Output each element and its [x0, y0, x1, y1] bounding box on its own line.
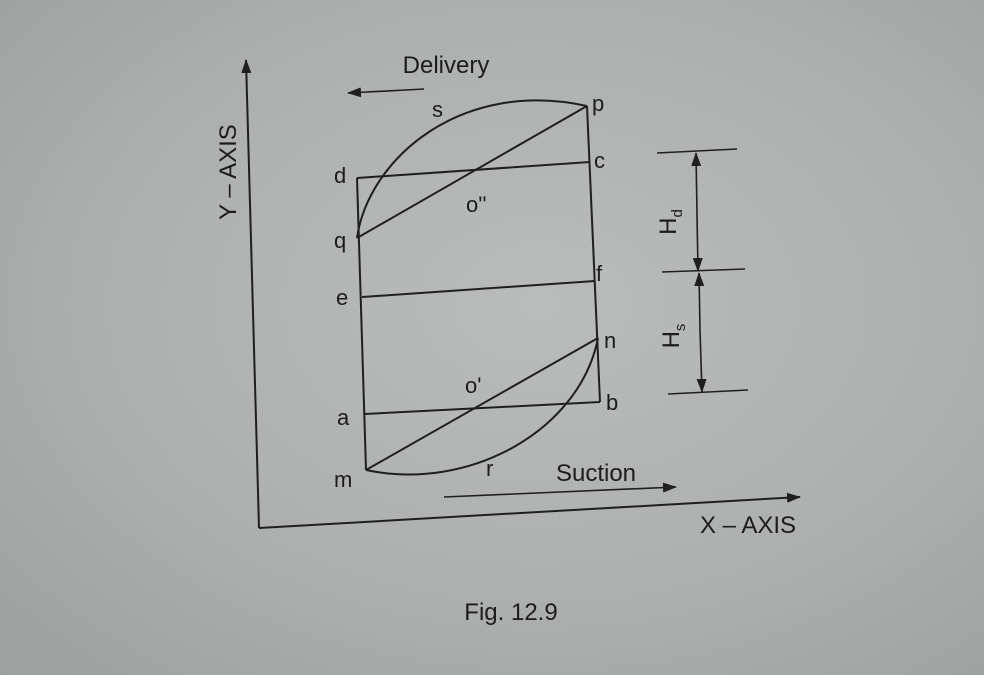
point-o-single: o'	[465, 373, 482, 398]
left-side	[357, 178, 366, 470]
hs-arrow-up	[699, 273, 700, 330]
delivery-label: Delivery	[402, 52, 490, 79]
head-mid-tick	[662, 269, 745, 272]
suction-arrow	[444, 487, 676, 497]
point-r: r	[486, 456, 494, 481]
point-o-double: o''	[466, 192, 487, 217]
y-axis-label: Y – AXIS	[215, 124, 242, 220]
head-suction-sub: s	[672, 323, 689, 332]
delivery-arrow	[348, 89, 424, 93]
point-m: m	[334, 467, 353, 492]
point-s: s	[432, 97, 443, 122]
x-axis-label: X – AXIS	[699, 512, 797, 539]
head-suction-label	[658, 324, 689, 349]
hd-arrow-up	[696, 153, 697, 215]
head-delivery-main: H	[655, 217, 682, 235]
suction-label: Suction	[555, 460, 637, 487]
hd-arrow-down	[697, 215, 698, 271]
head-delivery-label	[655, 209, 686, 235]
point-p: p	[592, 91, 605, 116]
point-q: q	[334, 228, 347, 253]
point-f: f	[596, 261, 603, 286]
diagonal-qp	[357, 106, 587, 238]
point-a: a	[337, 405, 350, 430]
head-suction-main: H	[658, 331, 685, 349]
point-d: d	[334, 163, 347, 188]
point-e: e	[336, 285, 349, 310]
point-c: c	[594, 148, 605, 173]
y-axis	[246, 60, 259, 528]
figure-caption: Fig. 12.9	[464, 599, 558, 626]
head-delivery-sub: d	[669, 209, 686, 218]
line-ef	[362, 281, 595, 297]
point-b: b	[606, 390, 619, 415]
hs-arrow-down	[700, 330, 702, 392]
head-bottom-tick	[668, 390, 748, 394]
head-top-tick	[657, 149, 737, 153]
point-n: n	[604, 328, 617, 353]
